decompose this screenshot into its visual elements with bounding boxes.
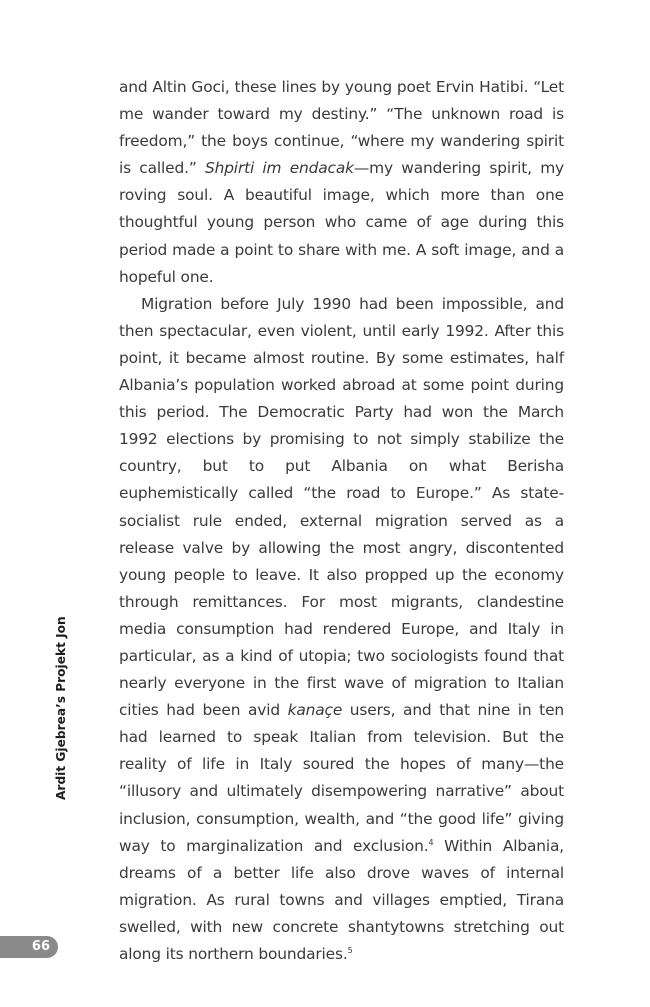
paragraph-text: —my wandering spirit, my roving soul. A beautiful image, which more than one thoughtful young person who came of age during this period made a point to share with me. A soft image, and a hopeful one. — [119, 159, 565, 286]
footnote-marker[interactable]: 4 — [428, 837, 434, 847]
paragraph — [119, 291, 564, 968]
body-text — [119, 74, 564, 968]
italic-phrase: Shpirti im endacak — [204, 159, 354, 178]
paragraph-text: and Altin Goci, these lines by young poet Ervin Hatibi. “Let me wander toward my destiny.” “The unknown road is freedom,” the boys continue, “where my wandering spirit is called.” — [119, 78, 564, 178]
paragraph — [119, 74, 564, 291]
running-head: Ardit Gjebrea’s Projekt Jon — [54, 616, 68, 800]
paragraph-text: users, and that nine in ten had learned to speak Italian from television. But the reality of life in Italy soured the hopes of many—the “illusory and ultimately disempowering narrative” about inclusion, consumption, wealth, and “the good life” giving way to marginalization and exclusion. — [119, 701, 564, 855]
paragraph-text: Within Albania, dreams of a better life also drove waves of internal migration. As rural towns and villages emptied, Tirana swelled, with new concrete shantytowns stretching out along its northern boundaries. — [119, 836, 564, 963]
paragraph-text: Migration before July 1990 had been impossible, and then spectacular, even violent, until early 1992. After this point, it became almost routine. By some estimates, half Albania’s population worked abroad at some point during this period. The Democratic Party had won the March 1992 elections by promising to not simply stabilize the country, but to put Albania on what Berisha euphemistically called “the road to Europe.” As state-socialist rule ended, external migration served as a release valve by allowing the most angry, discontented young people to leave. It also propped up the economy through remittances. For most migrants, clandestine media consumption had rendered Europe, and Italy in particular, as a kind of utopia; two sociologists found that nearly everyone in the first wave of migration to Italian cities had been avid — [119, 294, 564, 720]
footnote-marker[interactable]: 5 — [347, 946, 353, 955]
page-number-tab — [0, 936, 58, 958]
italic-term: kanaçe — [287, 701, 343, 720]
page-number: 66 — [31, 939, 50, 954]
